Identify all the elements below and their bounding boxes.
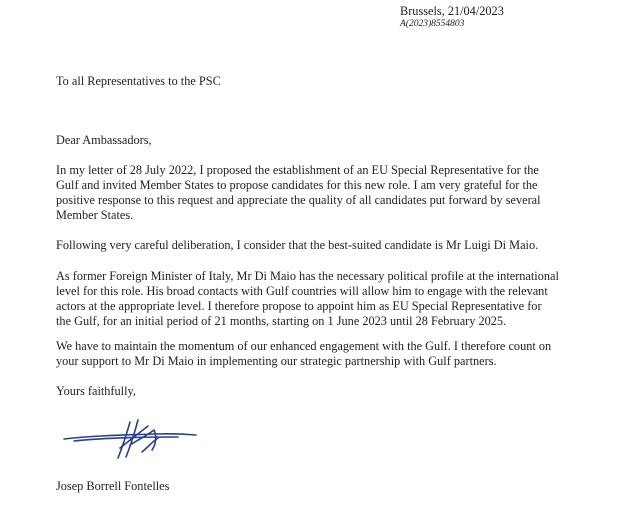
paragraph-line: your support to Mr Di Maio in implementing our strategic partnership with Gulf partners. — [56, 354, 497, 368]
paragraph-line: actors at the appropriate level. I therefore propose to appoint him as EU Special Representative for — [56, 299, 542, 313]
signatory-name: Josep Borrell Fontelles — [56, 479, 170, 493]
addressee: To all Representatives to the PSC — [56, 74, 221, 88]
place-date: Brussels, 21/04/2023 — [400, 4, 504, 18]
paragraph-1 — [56, 163, 576, 223]
paragraph-line: Member States. — [56, 208, 134, 222]
paragraph-4 — [56, 339, 576, 369]
paragraph-line: We have to maintain the momentum of our enhanced engagement with the Gulf. I therefore count on — [56, 339, 552, 353]
paragraph-3 — [56, 269, 576, 329]
reference-number: A(2023)8554803 — [400, 19, 465, 29]
paragraph-line: positive response to this request and appreciate the quality of all candidates put forward by several — [56, 193, 541, 207]
paragraph-line: As former Foreign Minister of Italy, Mr Di Maio has the necessary political profile at the international — [56, 269, 559, 283]
letter-header — [400, 4, 620, 30]
paragraph-line: Following very careful deliberation, I consider that the best-suited candidate is Mr Luigi Di Maio. — [56, 238, 539, 252]
paragraph-line: Gulf and invited Member States to propose candidates for this new role. I am very grateful for the — [56, 178, 538, 192]
paragraph-2 — [56, 238, 576, 253]
closing: Yours faithfully, — [56, 384, 136, 398]
paragraph-line: level for this role. His broad contacts with Gulf countries will allow him to engage with the relevant — [56, 284, 548, 298]
salutation: Dear Ambassadors, — [56, 133, 152, 147]
handwritten-signature — [60, 414, 200, 464]
paragraph-line: the Gulf, for an initial period of 21 months, starting on 1 June 2023 until 28 February 2025. — [56, 314, 507, 328]
paragraph-line: In my letter of 28 July 2022, I proposed the establishment of an EU Special Representative for the — [56, 163, 539, 177]
